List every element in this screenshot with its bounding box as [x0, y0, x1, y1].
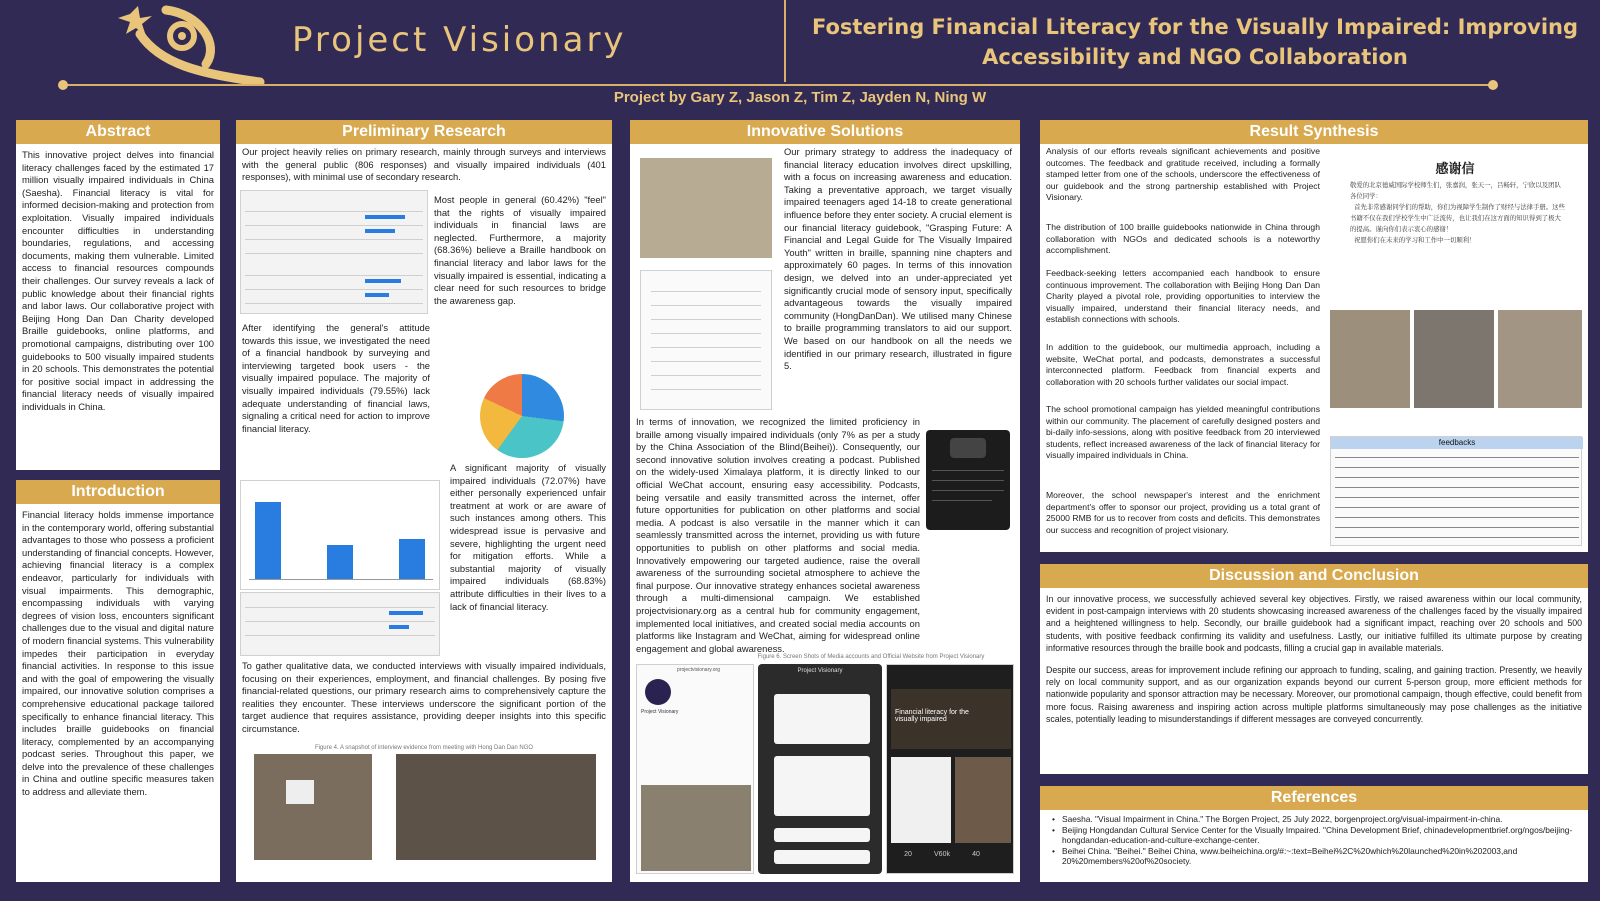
abstract-body: This innovative project delves into financial literacy challenges faced by the estimated 17 million visually impaired individuals in China (Saesha). Financial literacy is vital for informed decision-making and protection from exploitation. Visually impaired individuals encounter difficulties in understanding boundaries, regulations, and accessing documents, making them vulnerable. Limited access to financial resources compounds their challenges. Our survey reveals a lack of public knowledge about their financial rights and labor laws. Our collaborative project with Beijing Hong Dan Dan Charity developed Braille guidebooks, online platforms, and promotional campaigns, distributing over 100 guidebooks to 500 visually impaired students in 20 schools. This demonstrates the potential for positive social impact in addressing the financial literacy needs of visually impaired individuals in China.	[22, 149, 214, 412]
results-heading: Result Synthesis	[1040, 120, 1588, 144]
poster-title	[800, 12, 1590, 72]
header-rule	[64, 84, 1494, 86]
website-screenshot	[886, 664, 1014, 874]
student-reading-photo-3	[1498, 310, 1582, 408]
references-panel	[1040, 786, 1588, 882]
letter-title: 感谢信	[1435, 162, 1475, 177]
survey-table-figure	[240, 190, 428, 314]
survey-bar-4	[365, 293, 389, 297]
survey-bar-chart-bar	[399, 539, 425, 579]
instagram-profile-name: Project Visionary	[641, 709, 679, 715]
header-divider	[784, 0, 786, 82]
preliminary-finding3: A significant majority of visually impaired individuals (72.07%) have either personally experienced unfair treatment at work or are aware of such instances among others. This widespread issue is pervasive and severe, highlighting the urgent need for mitigation efforts. While a substantial majority of visually impaired individuals (68.83%) attribute difficulties in their lives to a lack of financial literacy.	[450, 462, 606, 612]
interview-figure-caption: Figure 4. A snapshot of interview evidence from meeting with Hong Dan Dan NGO	[314, 745, 534, 751]
thank-you-letter	[1330, 150, 1580, 300]
website-stat-1: 20	[904, 851, 912, 858]
poster-title-line1: Fostering Financial Literacy for the Visually Impaired: Improving	[811, 15, 1579, 39]
poster-title-line2: Accessibility and NGO Collaboration	[982, 45, 1408, 69]
survey-bar-chart-bar	[255, 502, 281, 579]
instagram-domain: projectvisionary.org	[677, 667, 720, 673]
instagram-avatar	[645, 679, 671, 705]
interview-photo-2	[396, 754, 596, 860]
preliminary-finding1: Most people in general (60.42%) "feel" that the rights of visually impaired individuals in financial laws are neglected. Furthermore, a majority (68.36%) believe a Braille handbook on financial literacy and labor laws for the visually impaired is essential, indicating a clear need for such resources to bridge the awareness gap.	[434, 194, 606, 306]
discussion-heading: Discussion and Conclusion	[1040, 564, 1588, 588]
results-p6: Moreover, the school newspaper's interest and the enrichment department's offer to sponsor our project, providing us a total grant of 25000 RMB for us to recover from costs and deficits. This demonstrates our success and recognition of project visionary.	[1046, 490, 1320, 535]
website-stat-2: V60k	[934, 851, 950, 858]
survey-table2-bar-1	[389, 611, 423, 615]
solutions-p2: In terms of innovation, we recognized the limited proficiency in braille among visually impaired individuals (only 7% as per a study by the China Association of the Blind(Beihei)). Consequently, our second innovative solution involves creating a podcast. Published on the widely-used Ximalaya platform, it is directly linked to our official WeChat account, ensuring easy accessibility. Podcasts, being versatile and easily transmitted across the internet, offer future opportunities for publication on other platforms and social media. A podcast is also versatile in the manner which it can seamlessly transmitted across the internet, providing us with future opportunities to publish on other platforms and social media. Innovatively empowering our targeted audience, raise the overall awareness of the surrounding societal atmosphere to achieve the final purpose. Our innovative strategy enhances societal awareness through a multi-dimensional campaign. We established projectvisionary.org as a central hub for community engagement, implemented local initiatives, and created social media accounts on platforms like Instagram and WeChat, aiming for widespread online engagement and global awareness.	[636, 416, 920, 654]
solutions-heading: Innovative Solutions	[630, 120, 1020, 144]
abstract-panel	[16, 120, 220, 470]
letter-body: 敬爱的北京德威国际学校师生们，张嘉润，张天一，吕畅轩，宁欣以及团队各位同学： 首先非常感谢同学们的帮助，你们为视障学生制作了财经与法律手册。这些书籍不仅在我们学校学生中广泛流传，也让我们在这方面的知识得到了极大的提高。谨向你们表示衷心的感谢！ 祝愿你们在未来的学习和工作中一切顺利！	[1350, 181, 1565, 244]
discussion-p1: In our innovative process, we successfully achieved several key objectives. Firstly, we raised awareness within our local community, evident in post-campaign interviews with 20 students showcasing increased awareness of the challenges faced by the visually impaired and a heightened willingness to help. Secondly, our braille guidebook had a significant impact, reaching over 20 schools and 500 students, with positive feedback confirming its validity and usefulness. Lastly, our initiative fulfilled its ultimate purpose by creating informative resources through the braille book and podcasts, filling a crucial gap in available materials.	[1046, 594, 1582, 653]
reference-item: • Saesha. "Visual Impairment in China." The Borgen Project, 25 July 2022, borgenproject.org/visual-impairment-in-china.	[1040, 814, 1588, 825]
introduction-body: Financial literacy holds immense importance in the contemporary world, offering substantial advantages to those who possess a proficient understanding of financial concepts. However, achieving financial literacy is a complex endeavor, particularly for individuals with visual impairments. This demographic, encompassing individuals with varying degrees of vision loss, encounters significant challenges due to the visual and digital nature of modern financial systems. This vulnerability impedes their participation in everyday financial activities. In response to this issue and with the goal of empowering the visually impaired, our innovative solution comprises a comprehensive educational package tailored specifically to enhance financial literacy. This includes braille guidebooks on financial literacy, complemented by an accompanying podcast series. Throughout this paper, we delve into the prevalence of these challenges in China and outline specific measures taken to address and alleviate them.	[22, 509, 214, 798]
feedback-table	[1330, 436, 1582, 546]
references-list	[1040, 814, 1588, 867]
survey-bar-1	[365, 215, 405, 219]
survey-bar-2	[365, 229, 395, 233]
website-stat-3: 40	[972, 851, 980, 858]
introduction-heading: Introduction	[16, 480, 220, 504]
brand-name: Project Visionary	[292, 20, 627, 60]
results-p4: In addition to the guidebook, our multimedia approach, including a website, WeChat portal, and podcasts, demonstrates a successful interconnected platform. Feedback from financial experts and collaboration with 20 schools further validates our social impact.	[1046, 342, 1320, 387]
wechat-title: Project Visionary	[797, 668, 843, 674]
instagram-post-grid	[641, 785, 751, 871]
handbook-contents-figure	[640, 270, 772, 410]
media-figure-caption: Figure 6. Screen Shots of Media accounts and Official Website from Project Visionary	[757, 654, 985, 660]
instagram-screenshot	[636, 664, 754, 874]
innovative-solutions-panel	[630, 120, 1020, 882]
student-reading-photo-1	[1330, 310, 1410, 408]
braille-books-photo	[640, 158, 772, 258]
feedback-table-title: feedbacks	[1331, 437, 1583, 449]
preliminary-heading: Preliminary Research	[236, 120, 612, 144]
interview-photo-1	[254, 754, 372, 860]
student-reading-photo-2	[1414, 310, 1494, 408]
reference-item: • Beihei China. "Beihei." Beihei China, www.beiheichina.org/#:~:text=Beihei%2C%20which%20launched%20in%202003,and 20%20members%20of%20society.	[1040, 846, 1588, 867]
poster-header	[0, 0, 1600, 112]
preliminary-finding4: To gather qualitative data, we conducted interviews with visually impaired individuals, focusing on their experiences, employment, and financial challenges. By posing five financial-related questions, our primary research aims to comprehensively capture the realities they encounter. These interviews underscore the significant portion of the target audience that requires assistance, providing deeper insights into this specific circumstance.	[242, 660, 606, 734]
abstract-heading: Abstract	[16, 120, 220, 144]
survey-bar-3	[365, 279, 401, 283]
survey-table2-bar-2	[389, 625, 409, 629]
results-p2: The distribution of 100 braille guidebooks nationwide in China through collaboration with NGOs and dedicated schools is a noteworthy accomplishment.	[1046, 222, 1320, 256]
result-synthesis-panel	[1040, 120, 1588, 552]
survey-bar-chart	[240, 480, 440, 590]
website-hero-text: Financial literacy for the visually impaired	[895, 709, 969, 723]
results-p1: Analysis of our efforts reveals significant achievements and positive outcomes. The feedback and gratitude received, including a formally stamped letter from one of the schools, underscore the effectiveness of our guidebook and the strong partnership established with Project Visionary.	[1046, 146, 1320, 203]
introduction-panel	[16, 480, 220, 882]
discussion-p2: Despite our success, areas for improvement include refining our approach to funding, scaling, and gaining traction. Presently, we heavily rely on local community support, and as our organization expands beyond our current 5-person group, more efficient methods for nationwide popularity and sponsor attraction may be necessary. Moreover, our promotional campaign, though effective, could benefit from more focus. Raising awareness and inspiring action across multiple platforms simultaneously may pose challenges as the initiative scales, potentially leading to misunderstandings if different messages are conveyed concurrently.	[1046, 665, 1582, 724]
podcast-app-screenshot	[926, 430, 1010, 530]
survey-pie-chart	[480, 374, 564, 458]
authors-line: Project by Gary Z, Jason Z, Tim Z, Jayden N, Ning W	[613, 89, 987, 106]
discussion-panel	[1040, 564, 1588, 774]
survey-table-figure-2	[240, 592, 440, 656]
preliminary-finding2: After identifying the general's attitude towards this issue, we investigated the need of a financial handbook by surveying and interviewing targeted book users - the visually impaired populace. The majority of visually impaired individuals (79.55%) lack adequate understanding of financial laws, signaling a critical need for action to improve financial literacy.	[242, 322, 430, 434]
references-heading: References	[1040, 786, 1588, 810]
project-visionary-logo-icon	[110, 4, 270, 84]
survey-bar-chart-bar	[327, 545, 353, 579]
preliminary-intro: Our project heavily relies on primary research, mainly through surveys and interviews with the general public (806 responses) and visually impaired individuals (401 responses), with minimal use of secondary research.	[242, 146, 606, 183]
results-p3: Feedback-seeking letters accompanied each handbook to ensure continuous improvement. The collaboration with Beijing Hong Dan Dan Charity played a pivotal role, providing opportunities to interview the visually impaired, understand their financial literacy needs, and establish connections with schools.	[1046, 268, 1320, 325]
wechat-screenshot	[758, 664, 882, 874]
results-p5: The school promotional campaign has yielded meaningful contributions within our community. The placement of carefully designed posters and bi-daily info-sessions, along with positive feedback from 20 interviewed students, reflect increased awareness of the lack of financial literacy for visually impaired individuals in China.	[1046, 404, 1320, 461]
solutions-p1: Our primary strategy to address the inadequacy of financial literacy education involves direct upskilling, with a focus on increasing awareness and education. Taking a preventative approach, we target visually impaired teenagers aged 14-18 to create generational influence before they enter society. A crucial element is our financial literacy guidebook, "Grasping Future: A Financial and Legal Guide for The Visually Impaired Youth" written in braille, spanning nine chapters and approximately 60 pages. In terms of this innovation design, we delved into an under-appreciated yet significantly crucial mode of sensory input, specifically advantageous towards the visually impaired community (HongDanDan). We utilised many Chinese to braille programming translators to aid our support. We based on our handbook on all the needs we identified in our primary research, illustrated in figure 5.	[784, 146, 1012, 372]
reference-item: • Beijing Hongdandan Cultural Service Center for the Visually Impaired. "China Development Brief, chinadevelopmentbrief.org/ngos/beijing-hongdandan-education-and-culture-exchange-center.	[1040, 825, 1588, 846]
preliminary-research-panel	[236, 120, 612, 882]
face-blur-mask	[286, 780, 314, 804]
